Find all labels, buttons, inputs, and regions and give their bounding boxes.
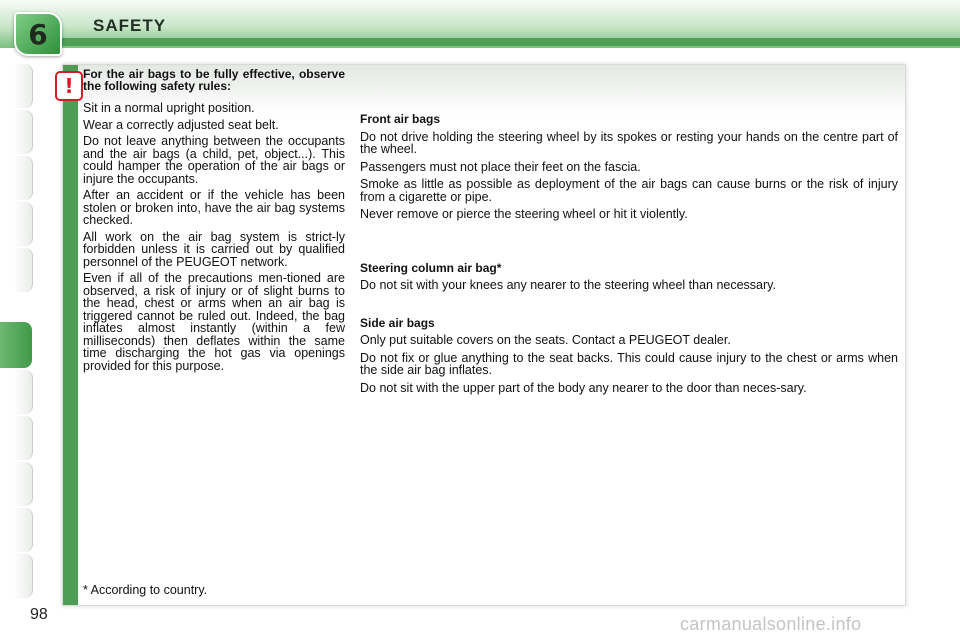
steering-airbag-rule: Do not sit with your knees any nearer to the steering wheel than necessary. — [360, 278, 776, 292]
content-panel — [62, 64, 906, 606]
chapter-tab[interactable] — [14, 202, 33, 246]
header-band — [0, 0, 960, 51]
front-airbag-rule: Smoke as little as possible as deployment of the air bags can cause burns or the risk of injury from a cigarette or pipe. — [360, 177, 898, 204]
steering-airbag-section — [360, 262, 898, 292]
side-airbag-rule: Do not fix or glue anything to the seat backs. This could cause injury to the chest or arms when the side air bag inflates. — [360, 350, 898, 377]
chapter-tab-active[interactable] — [0, 322, 32, 368]
chapter-tab[interactable] — [14, 370, 33, 414]
chapter-tab[interactable] — [14, 554, 33, 598]
airbag-details-column — [360, 113, 898, 399]
safety-rule: Sit in a normal upright position. — [83, 101, 255, 115]
chapter-tab[interactable] — [14, 110, 33, 154]
watermark: carmanualsonline.info — [680, 614, 862, 634]
section-title: SAFETY — [93, 16, 167, 35]
side-airbag-rule: Only put suitable covers on the seats. Contact a PEUGEOT dealer. — [360, 333, 731, 347]
chapter-tab[interactable] — [14, 248, 33, 292]
safety-rule: After an accident or if the vehicle has been stolen or broken into, have the air bag systems checked. — [83, 188, 345, 227]
warning-icon — [55, 71, 83, 101]
side-airbag-rule: Do not sit with the upper part of the body any nearer to the door than neces-sary. — [360, 380, 807, 395]
safety-rule: Do not leave anything between the occupants and the air bags (a child, pet, object...). This could hamper the operation of the air bags or injure the occupants. — [83, 134, 345, 186]
chapter-tab[interactable] — [14, 64, 33, 108]
front-airbag-rule: Do not drive holding the steering wheel by its spokes or resting your hands on the centre part of the wheel. — [360, 129, 898, 156]
header-rule — [50, 38, 960, 46]
safety-rule: Even if all of the precautions men-tioned are observed, a risk of injury or of slight burns to the head, chest or arms when an air bag is triggered cannot be ruled out. Indeed, the bag inflates almost instantly (within a few milliseconds) then deflates within the same time discharging the hot gas via openings provided for this purpose. — [83, 271, 345, 373]
chapter-tab[interactable] — [14, 416, 33, 460]
chapter-tab[interactable] — [14, 156, 33, 200]
chapter-tab[interactable] — [14, 462, 33, 506]
safety-rules-heading: For the air bags to be fully effective, observe the following safety rules: — [83, 67, 345, 93]
front-airbag-rule: Passengers must not place their feet on the fascia. — [360, 159, 641, 174]
panel-accent-bar — [63, 65, 78, 605]
exclamation-icon: ! — [64, 74, 74, 98]
page-number: 98 — [30, 606, 48, 623]
side-airbags-section — [360, 317, 898, 395]
side-airbags-heading: Side air bags — [360, 315, 435, 330]
chapter-tab[interactable] — [14, 508, 33, 552]
chapter-badge — [14, 12, 62, 56]
front-airbags-heading: Front air bags — [360, 112, 441, 126]
footnote: * According to country. — [83, 583, 208, 597]
steering-airbag-heading: Steering column air bag* — [360, 260, 502, 275]
chapter-number: 6 — [28, 17, 48, 51]
front-airbag-rule: Never remove or pierce the steering wheel or hit it violently. — [360, 207, 688, 221]
safety-rules-column — [83, 69, 345, 376]
front-airbags-section — [360, 113, 898, 221]
safety-rule: All work on the air bag system is strict-ly forbidden unless it is carried out by qualified personnel of the PEUGEOT network. — [83, 229, 345, 269]
safety-rule: Wear a correctly adjusted seat belt. — [83, 117, 279, 132]
